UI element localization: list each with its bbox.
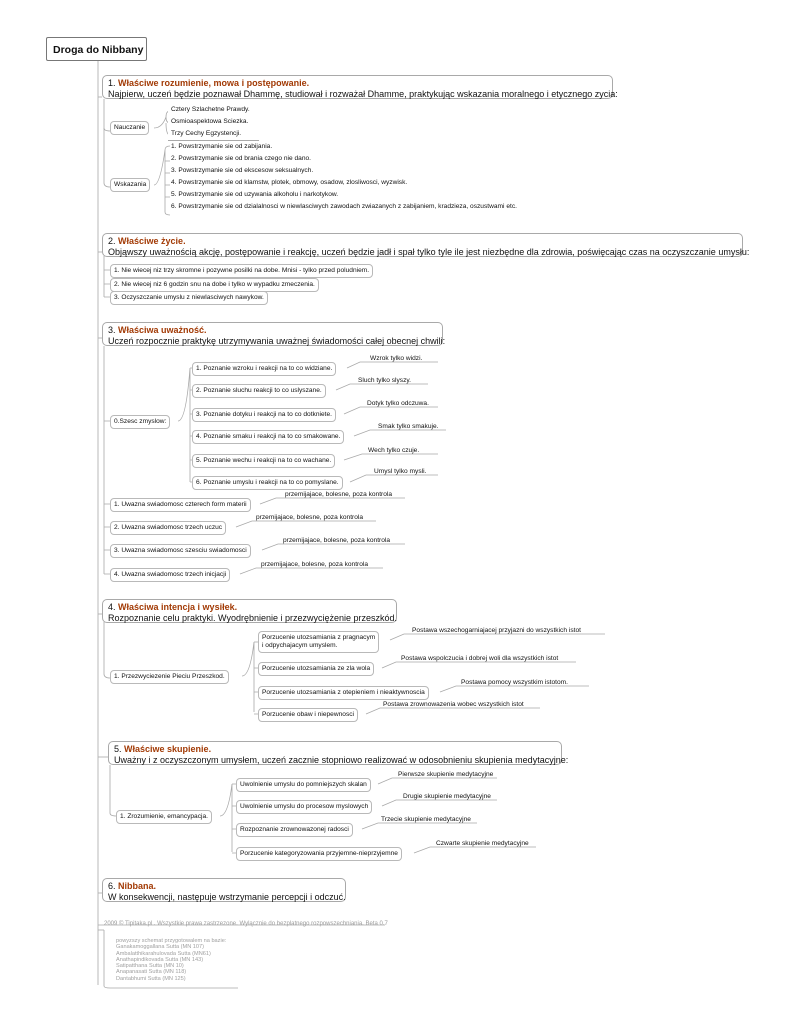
szesc-zmyslow-node: 0.Szesc zmyslow:	[110, 415, 170, 429]
section-4-name: Właściwa intencja i wysiłek.	[118, 602, 238, 612]
wskazanie-item: 4. Powstrzymanie sie od klamstw, plotek, obmowy, osadow, zlosliwosci, wyzwisk.	[171, 179, 408, 186]
uwaznosc-item: 4. Uwazna swiadomosc trzech inicjacji	[110, 568, 230, 582]
sense-node: 5. Poznanie wechu i reakcji na to co wachane.	[192, 454, 335, 468]
section-4-header: 4. Właściwa intencja i wysiłek. Rozpoznanie celu praktyki. Wyodrębnienie i przezwyciężenie przeszkód.	[102, 599, 397, 623]
section-2-name: Właściwe życie.	[118, 236, 186, 246]
source-notes	[116, 938, 226, 982]
uwaznosc-leaf: przemijajace, bolesne, poza kontrola	[261, 561, 369, 568]
skupienie-node: Uwolnienie umyslu do procesow myslowych	[236, 800, 372, 814]
section-2-desc: Objąwszy uważnością akcję, postępowanie i reakcję, uczeń będzie jadł i spał tylko tyle ile jest niezbędne dla zdrowia, poświęcając czas na oczyszczanie umysłu:	[108, 247, 750, 257]
zycie-item: 1. Nie wiecej niz trzy skromne i pozywne posilki na dobe. Mnisi - tylko przed poludniem.	[110, 264, 373, 278]
note-line: Satipatthana Sutta (MN 10)	[116, 963, 184, 970]
skupienie-node: Porzucenie kategoryzowania przyjemne-nieprzyjemne	[236, 847, 402, 861]
sense-leaf: Wzrok tylko widzi.	[370, 355, 423, 362]
note-line: Dantabhumi Sutta (MN 125)	[116, 975, 186, 982]
uwaznosc-leaf: przemijajace, bolesne, poza kontrola	[256, 514, 364, 521]
postawa-leaf: Postawa wszechogarniajacej przyjazni do wszystkich istot	[412, 627, 581, 634]
section-6-header: 6. Nibbana. W konsekwencji, następuje wstrzymanie percepcji i odczuć.	[102, 878, 346, 902]
sense-node: 1. Poznanie wzroku i reakcji na to co widziane.	[192, 362, 336, 376]
postawa-leaf: Postawa zrownowazenia wobec wszystkich istot	[383, 701, 524, 708]
sense-leaf: Smak tylko smakuje.	[378, 423, 439, 430]
wskazania-node: Wskazania	[110, 178, 150, 192]
section-3-desc: Uczeń rozpocznie praktykę utrzymywania uważnej świadomości całej obecnej chwili:	[108, 336, 446, 346]
sense-leaf: Wech tylko czuje.	[368, 447, 420, 454]
copyright-footer: 2009 © Tipitaka.pl . Wszystkie prawa zastrzezone. Wylącznie do bezplatnego rozpowszechniania. Beta 0.7	[104, 921, 388, 927]
sense-node: 3. Poznanie dotyku i reakcji na to co dotkniete.	[192, 408, 336, 422]
note-line: Anapanasati Sutta (MN 118)	[116, 969, 187, 976]
uwaznosc-leaf: przemijajace, bolesne, poza kontrola	[285, 491, 393, 498]
section-1-desc: Najpierw, uczeń będzie poznawał Dhammę, studiował i rozważał Dhamme, praktykując wskazania moralnego i etycznego zycia:	[108, 89, 618, 99]
note-line: Anathapindikovada Sutta (MN 143)	[116, 956, 204, 963]
uwaznosc-item: 2. Uwazna swiadomosc trzech uczuc	[110, 521, 226, 535]
uwaznosc-leaf: przemijajace, bolesne, poza kontrola	[283, 537, 391, 544]
sense-node: 4. Poznanie smaku i reakcji na to co smakowane.	[192, 430, 344, 444]
skupienie-node: Uwolnienie umyslu do pomniejszych skalan	[236, 778, 371, 792]
postawa-leaf: Postawa pomocy wszystkim istotom.	[461, 679, 568, 686]
wskazanie-item: 2. Powstrzymanie sie od brania czego nie dano.	[171, 155, 312, 162]
sense-node: 6. Poznanie umyslu i reakcji na to co pomyslane.	[192, 476, 343, 490]
note-line: Ambalatthikarahulovada Sutta (MN61)	[116, 950, 211, 957]
map-title: Droga do Nibbany	[46, 37, 147, 61]
skupienie-node: Rozpoznanie zrownowazonej radosci	[236, 823, 353, 837]
wskazanie-item: 6. Powstrzymanie sie od dzialalnosci w niewlasciwych zawodach zwiazanych z zabijaniem, kradzieza, oszustwami etc.	[171, 203, 517, 210]
section-5-name: Właściwe skupienie.	[124, 744, 212, 754]
note-line: Ganakamoggallana Sutta (MN 107)	[116, 944, 204, 951]
zycie-item: 3. Oczyszczanie umyslu z niewlasciwych nawykow.	[110, 291, 268, 305]
uwaznosc-item: 3. Uwazna swiadomosc szesciu swiadomosci	[110, 544, 251, 558]
zycie-item: 2. Nie wiecej niz 6 godzin snu na dobe i tylko w wypadku zmeczenia.	[110, 278, 319, 292]
przeszkody-node: 1. Przezwyciezenie Pieciu Przeszkod.	[110, 670, 229, 684]
section-1-header: 1. Właściwe rozumienie, mowa i postępowanie. Najpierw, uczeń będzie poznawał Dhammę, studiował i rozważał Dhamme, praktykując wskazania moralnego i etycznego zycia:	[102, 75, 613, 99]
skupienie-leaf: Pierwsze skupienie medytacyjne	[398, 771, 494, 778]
section-5-desc: Uważny i z oczyszczonym umysłem, uczeń zacznie stopniowo realizować w odosobnieniu skupienia medytacyjne:	[114, 755, 569, 765]
zrozumienie-node: 1. Zrozumienie, emancypacja.	[116, 810, 212, 824]
wskazanie-item: 3. Powstrzymanie sie od ekscesow seksualnych.	[171, 167, 314, 174]
skupienie-leaf: Czwarte skupienie medytacyjne	[436, 840, 529, 847]
porzucenie-node: Porzucenie utozsamiania z pragnacym i odpychajacym umyslem.	[258, 631, 379, 653]
wskazanie-item: 1. Powstrzymanie sie od zabijania.	[171, 143, 273, 150]
skupienie-leaf: Trzecie skupienie medytacyjne	[381, 816, 471, 823]
sense-leaf: Dotyk tylko odczuwa.	[367, 400, 429, 407]
section-3-name: Właściwa uważność.	[118, 325, 207, 335]
nauczanie-item: Cztery Szlachetne Prawdy.	[168, 104, 259, 117]
nauczanie-node: Nauczanie	[110, 121, 149, 135]
sense-leaf: Sluch tylko slyszy.	[358, 377, 412, 384]
porzucenie-node: Porzucenie utozsamiania ze zla wola	[258, 662, 374, 676]
section-2-header: 2. Właściwe życie. Objąwszy uważnością akcję, postępowanie i reakcję, uczeń będzie jadł i spał tylko tyle ile jest niezbędne dla zdrowia, poświęcając czas na oczyszczanie umysłu:	[102, 233, 743, 257]
skupienie-leaf: Drugie skupienie medytacyjne	[403, 793, 491, 800]
porzucenie-node: Porzucenie utozsamiania z otepieniem i nieaktywnoscia	[258, 686, 429, 700]
section-6-desc: W konsekwencji, następuje wstrzymanie percepcji i odczuć.	[108, 892, 346, 902]
sense-leaf: Umysl tylko mysli.	[374, 468, 427, 475]
uwaznosc-item: 1. Uwazna swiadomosc czterech form materii	[110, 498, 251, 512]
section-3-header: 3. Właściwa uważność. Uczeń rozpocznie praktykę utrzymywania uważnej świadomości całej obecnej chwili:	[102, 322, 443, 346]
note-line: powyzszy schemat przygotowalem na bazie:	[116, 938, 227, 944]
nauczanie-item: Trzy Cechy Egzystencji.	[168, 128, 259, 141]
nauczanie-item: Osmioaspektowa Sciezka.	[168, 116, 259, 129]
section-6-name: Nibbana.	[118, 881, 157, 891]
porzucenie-node: Porzucenie obaw i niepewnosci	[258, 708, 358, 722]
postawa-leaf: Postawa wspolczucia i dobrej woli dla wszystkich istot	[401, 655, 559, 662]
section-4-desc: Rozpoznanie celu praktyki. Wyodrębnienie i przezwyciężenie przeszkód.	[108, 613, 398, 623]
section-5-header: 5. Właściwe skupienie. Uważny i z oczyszczonym umysłem, uczeń zacznie stopniowo realizować w odosobnieniu skupienia medytacyjne:	[108, 741, 562, 765]
sense-node: 2. Poznanie sluchu reakcji to co uslyszane.	[192, 384, 326, 398]
wskazanie-item: 5. Powstrzymanie sie od uzywania alkoholu i narkotykow.	[171, 191, 339, 198]
section-1-name: Właściwe rozumienie, mowa i postępowanie.	[118, 78, 310, 88]
